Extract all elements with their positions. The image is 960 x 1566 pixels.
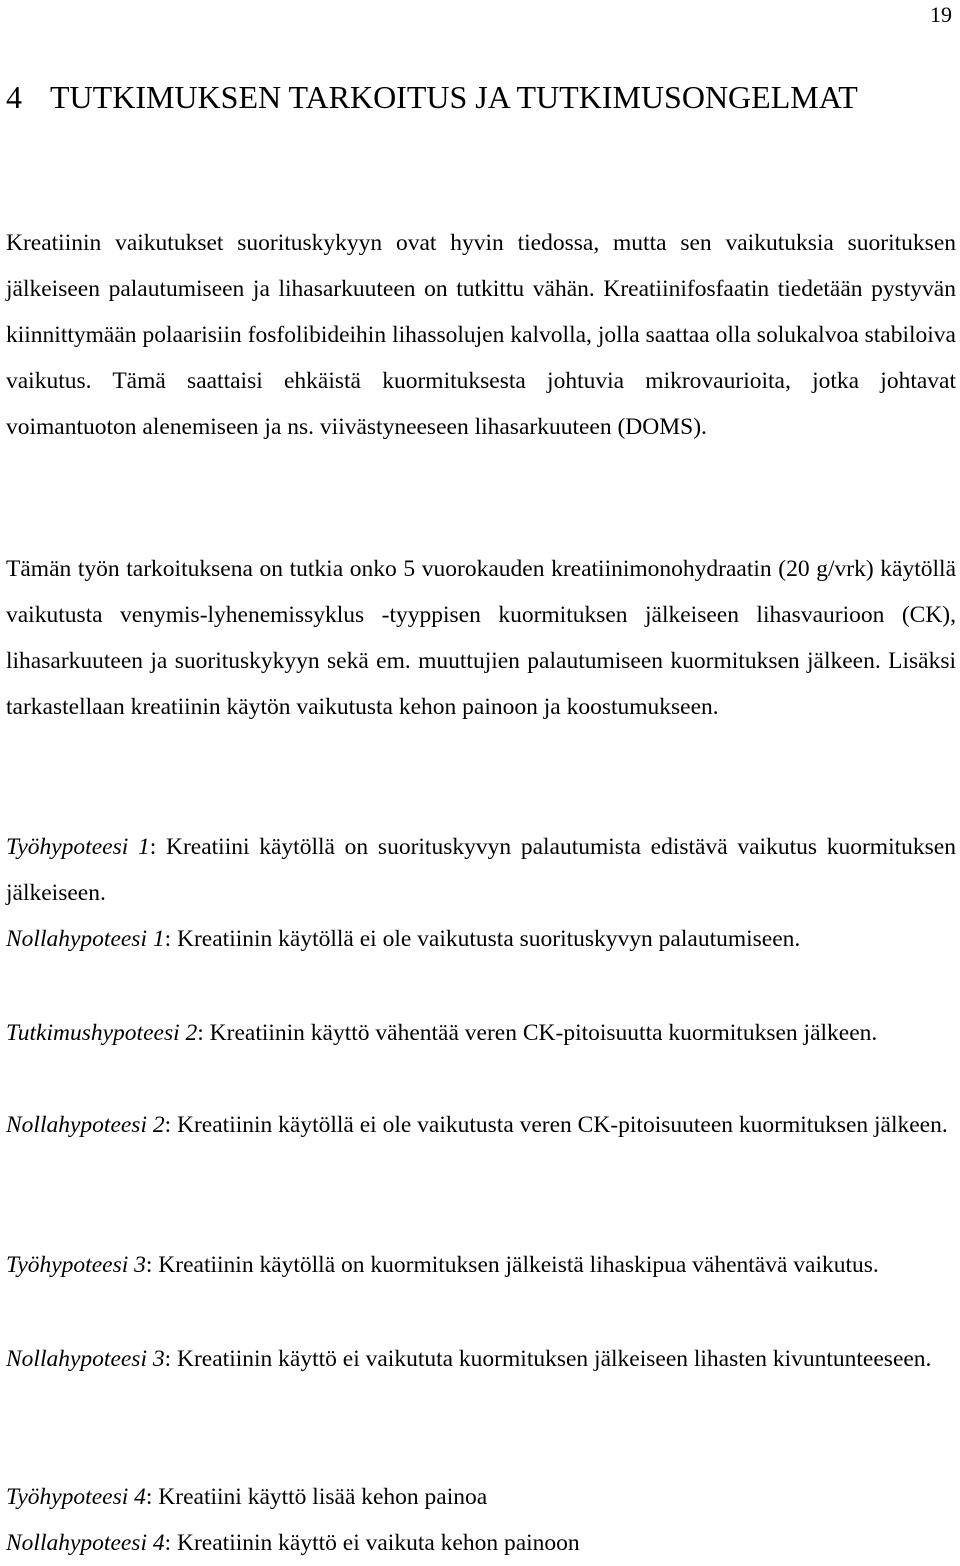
- hypothesis-text: Kreatiinin käyttö ei vaikututa kuormituksen jälkeiseen lihasten kivuntunteeseen.: [177, 1346, 932, 1372]
- hypothesis-text: Kreatiinin käyttö vähentää veren CK-pitoisuutta kuormituksen jälkeen.: [209, 1020, 878, 1046]
- hypothesis-label: Nollahypoteesi 4: [6, 1530, 165, 1556]
- work-hypothesis-4: [6, 1474, 956, 1520]
- hypothesis-label: Työhypoteesi 3: [6, 1252, 146, 1278]
- null-hypothesis-2: [6, 1102, 956, 1148]
- separator: :: [145, 1252, 159, 1278]
- null-hypothesis-4: [6, 1520, 956, 1566]
- hypothesis-text: Kreatiinin käytöllä on kuormituksen jälkeistä lihaskipua vähentävä vaikutus.: [158, 1252, 879, 1278]
- purpose-paragraph: Tämän työn tarkoituksena on tutkia onko 5 vuorokauden kreatiinimonohydraatin (20 g/vrk) käytöllä vaikutusta venymis-lyhenemissyklus -tyyppisen kuormituksen jälkeiseen lihasvaurioon (CK), lihasarkuuteen ja suorituskykyyn sekä em. muuttujien palautumiseen kuormituksen jälkeen. Lisäksi tarkastellaan kreatiinin käytön vaikutusta kehon painoon ja koostumukseen.: [6, 556, 956, 720]
- hypothesis-text: Kreatiinin käytöllä ei ole vaikutusta suorituskyvyn palautumiseen.: [177, 926, 801, 952]
- work-hypothesis-1: [6, 824, 956, 916]
- null-hypothesis-3: [6, 1336, 956, 1382]
- null-hypothesis-1: [6, 916, 956, 962]
- chapter-title: TUTKIMUKSEN TARKOITUS JA TUTKIMUSONGELMAT: [50, 79, 858, 115]
- hypothesis-label: Työhypoteesi 1: [6, 834, 150, 860]
- hypothesis-text: Kreatiini käytöllä on suorituskyvyn palautumista edistävä vaikutus kuormituksen jälkeiseen.: [6, 834, 956, 906]
- research-hypothesis-2: [6, 1010, 956, 1056]
- hypothesis-text: Kreatiinin käyttö ei vaikuta kehon painoon: [177, 1530, 580, 1556]
- separator: :: [145, 1484, 159, 1510]
- chapter-heading: [6, 78, 858, 116]
- separator: :: [164, 1530, 178, 1556]
- hypothesis-label: Nollahypoteesi 2: [6, 1112, 165, 1138]
- hypothesis-label: Työhypoteesi 4: [6, 1484, 146, 1510]
- hypothesis-label: Nollahypoteesi 3: [6, 1346, 165, 1372]
- chapter-number: 4: [6, 79, 22, 115]
- separator: :: [197, 1020, 210, 1046]
- intro-paragraph: Kreatiinin vaikutukset suorituskykyyn ovat hyvin tiedossa, mutta sen vaikutuksia suorituksen jälkeiseen palautumiseen ja lihasarkuuteen on tutkittu vähän. Kreatiinifosfaatin tiedetään pystyvän kiinnittymään polaarisiin fosfolibideihin lihassolujen kalvolla, jolla saattaa olla solukalvoa stabiloiva vaikutus. Tämä saattaisi ehkäistä kuormituksesta johtuvia mikrovaurioita, jotka johtavat voimantuoton alenemiseen ja ns. viivästyneeseen lihasarkuuteen (DOMS).: [6, 230, 956, 440]
- hypothesis-text: Kreatiini käyttö lisää kehon painoa: [158, 1484, 488, 1510]
- hypothesis-label: Tutkimushypoteesi 2: [6, 1020, 198, 1046]
- separator: :: [164, 926, 178, 952]
- hypothesis-text: Kreatiinin käytöllä ei ole vaikutusta veren CK-pitoisuuteen kuormituksen jälkeen.: [177, 1112, 948, 1138]
- page-number: 19: [930, 2, 952, 27]
- hypothesis-label: Nollahypoteesi 1: [6, 926, 165, 952]
- separator: :: [164, 1346, 178, 1372]
- separator: :: [149, 834, 166, 860]
- separator: :: [164, 1112, 178, 1138]
- work-hypothesis-3: [6, 1242, 956, 1288]
